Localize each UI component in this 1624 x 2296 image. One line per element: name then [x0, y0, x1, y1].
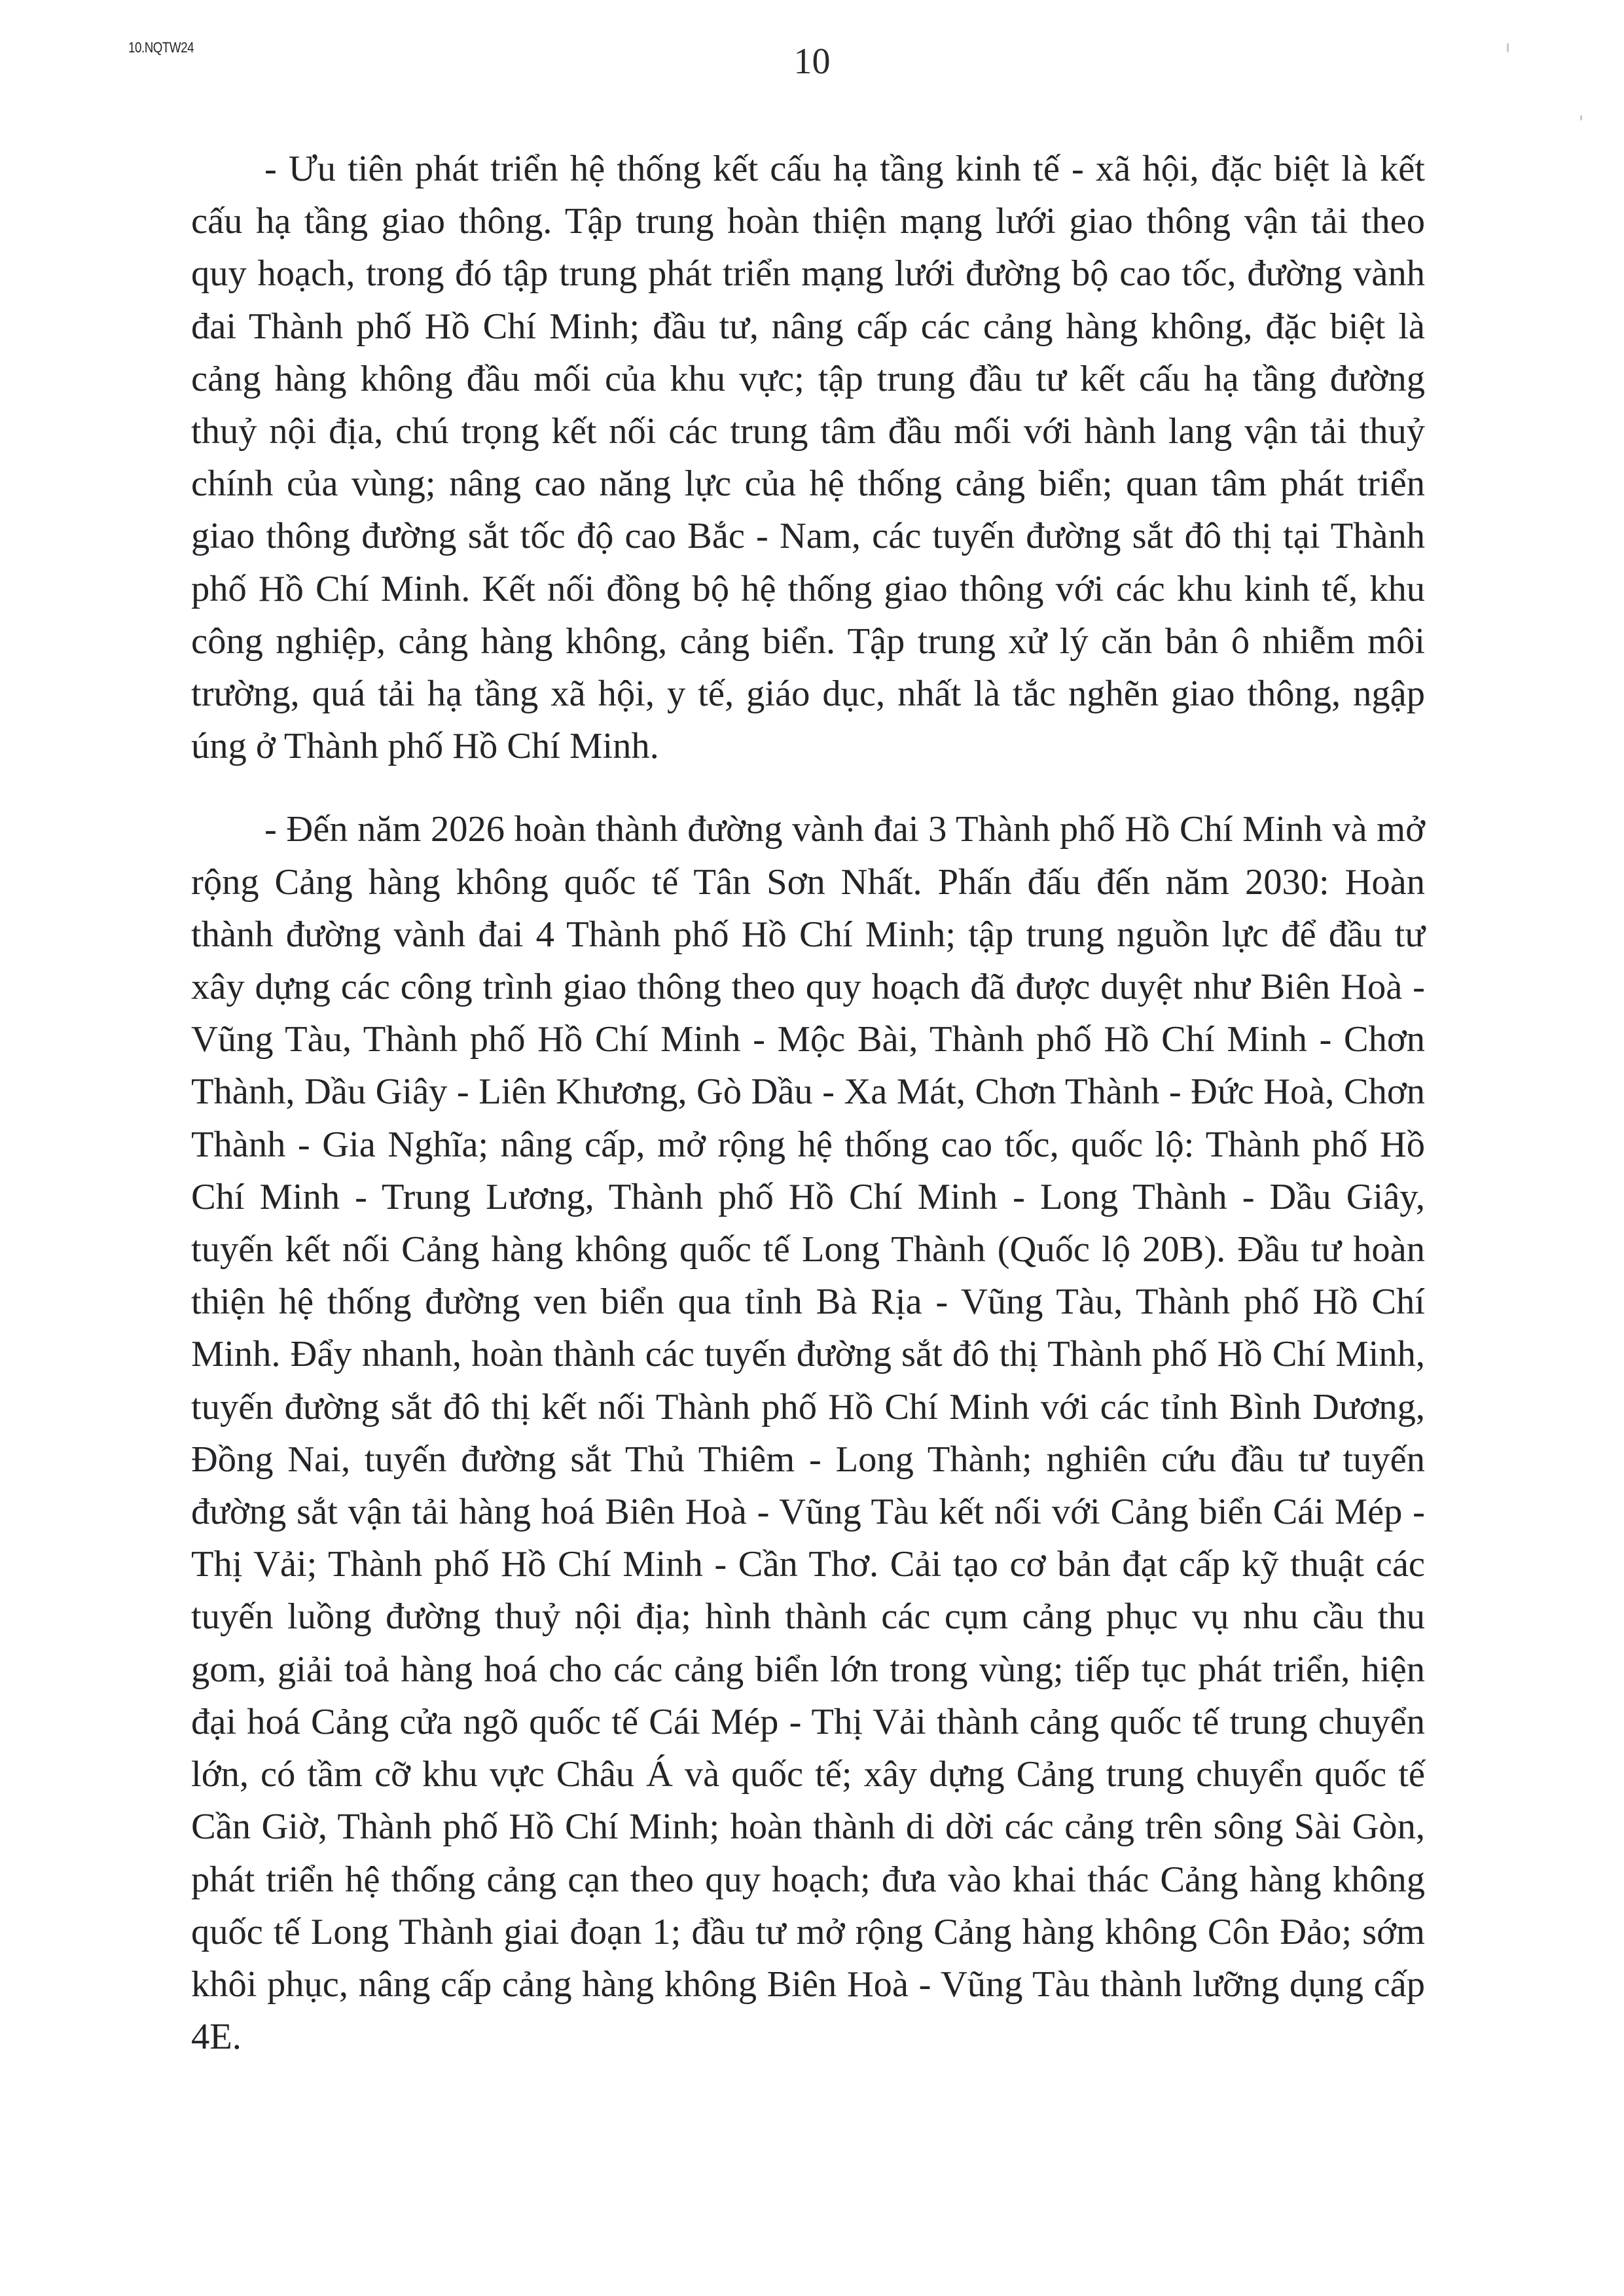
paragraph-targets-2026-2030: - Đến năm 2026 hoàn thành đường vành đai 3 Thành phố Hồ Chí Minh và mở rộng Cảng hàng không quốc tế Tân Sơn Nhất. Phấn đấu đến năm 2030: Hoàn thành đường vành đai 4 Thành phố Hồ Chí Minh; tập trung nguồn lực để đầu tư xây dựng các công trình giao thông theo quy hoạch đã được duyệt như Biên Hoà - Vũng Tàu, Thành phố Hồ Chí Minh - Mộc Bài, Thành phố Hồ Chí Minh - Chơn Thành, Dầu Giây - Liên Khương, Gò Dầu - Xa Mát, Chơn Thành - Đức Hoà, Chơn Thành - Gia Nghĩa; nâng cấp, mở rộng hệ thống cao tốc, quốc lộ: Thành phố Hồ Chí Minh - Trung Lương, Thành phố Hồ Chí Minh - Long Thành - Dầu Giây, tuyến kết nối Cảng hàng không quốc tế Long Thành (Quốc lộ 20B). Đầu tư hoàn thiện hệ thống đường ven biển qua tỉnh Bà Rịa - Vũng Tàu, Thành phố Hồ Chí Minh. Đẩy nhanh, hoàn thành các tuyến đường sắt đô thị Thành phố Hồ Chí Minh, tuyến đường sắt đô thị kết nối Thành phố Hồ Chí Minh với các tỉnh Bình Dương, Đồng Nai, tuyến đường sắt Thủ Thiêm - Long Thành; nghiên cứu đầu tư tuyến đường sắt vận tải hàng hoá Biên Hoà - Vũng Tàu kết nối với Cảng biển Cái Mép - Thị Vải; Thành phố Hồ Chí Minh - Cần Thơ. Cải tạo cơ bản đạt cấp kỹ thuật các tuyến luồng đường thuỷ nội địa; hình thành các cụm cảng phục vụ nhu cầu thu gom, giải toả hàng hoá cho các cảng biển lớn trong vùng; tiếp tục phát triển, hiện đại hoá Cảng cửa ngõ quốc tế Cái Mép - Thị Vải thành cảng quốc tế trung chuyển lớn, có tầm cỡ khu vực Châu Á và quốc tế; xây dựng Cảng trung chuyển quốc tế Cần Giờ, Thành phố Hồ Chí Minh; hoàn thành di dời các cảng trên sông Sài Gòn, phát triển hệ thống cảng cạn theo quy hoạch; đưa vào khai thác Cảng hàng không quốc tế Long Thành giai đoạn 1; đầu tư mở rộng Cảng hàng không Côn Đảo; sớm khôi phục, nâng cấp cảng hàng không Biên Hoà - Vũng Tàu thành lưỡng dụng cấp 4E.	[191, 809, 1425, 2058]
scan-speck	[1580, 115, 1582, 120]
document-code: 10.NQTW24	[128, 39, 194, 56]
body-text	[191, 143, 1425, 2063]
page-number: 10	[793, 41, 831, 82]
paragraph-infrastructure-priority: - Ưu tiên phát triển hệ thống kết cấu hạ tầng kinh tế - xã hội, đặc biệt là kết cấu hạ tầng giao thông. Tập trung hoàn thiện mạng lưới giao thông vận tải theo quy hoạch, trong đó tập trung phát triển mạng lưới đường bộ cao tốc, đường vành đai Thành phố Hồ Chí Minh; đầu tư, nâng cấp các cảng hàng không, đặc biệt là cảng hàng không đầu mối của khu vực; tập trung đầu tư kết cấu hạ tầng đường thuỷ nội địa, chú trọng kết nối các trung tâm đầu mối với hành lang vận tải thuỷ chính của vùng; nâng cao năng lực của hệ thống cảng biển; quan tâm phát triển giao thông đường sắt tốc độ cao Bắc - Nam, các tuyến đường sắt đô thị tại Thành phố Hồ Chí Minh. Kết nối đồng bộ hệ thống giao thông với các khu kinh tế, khu công nghiệp, cảng hàng không, cảng biển. Tập trung xử lý căn bản ô nhiễm môi trường, quá tải hạ tầng xã hội, y tế, giáo dục, nhất là tắc nghẽn giao thông, ngập úng ở Thành phố Hồ Chí Minh.	[191, 149, 1425, 767]
scan-speck	[1507, 43, 1509, 52]
